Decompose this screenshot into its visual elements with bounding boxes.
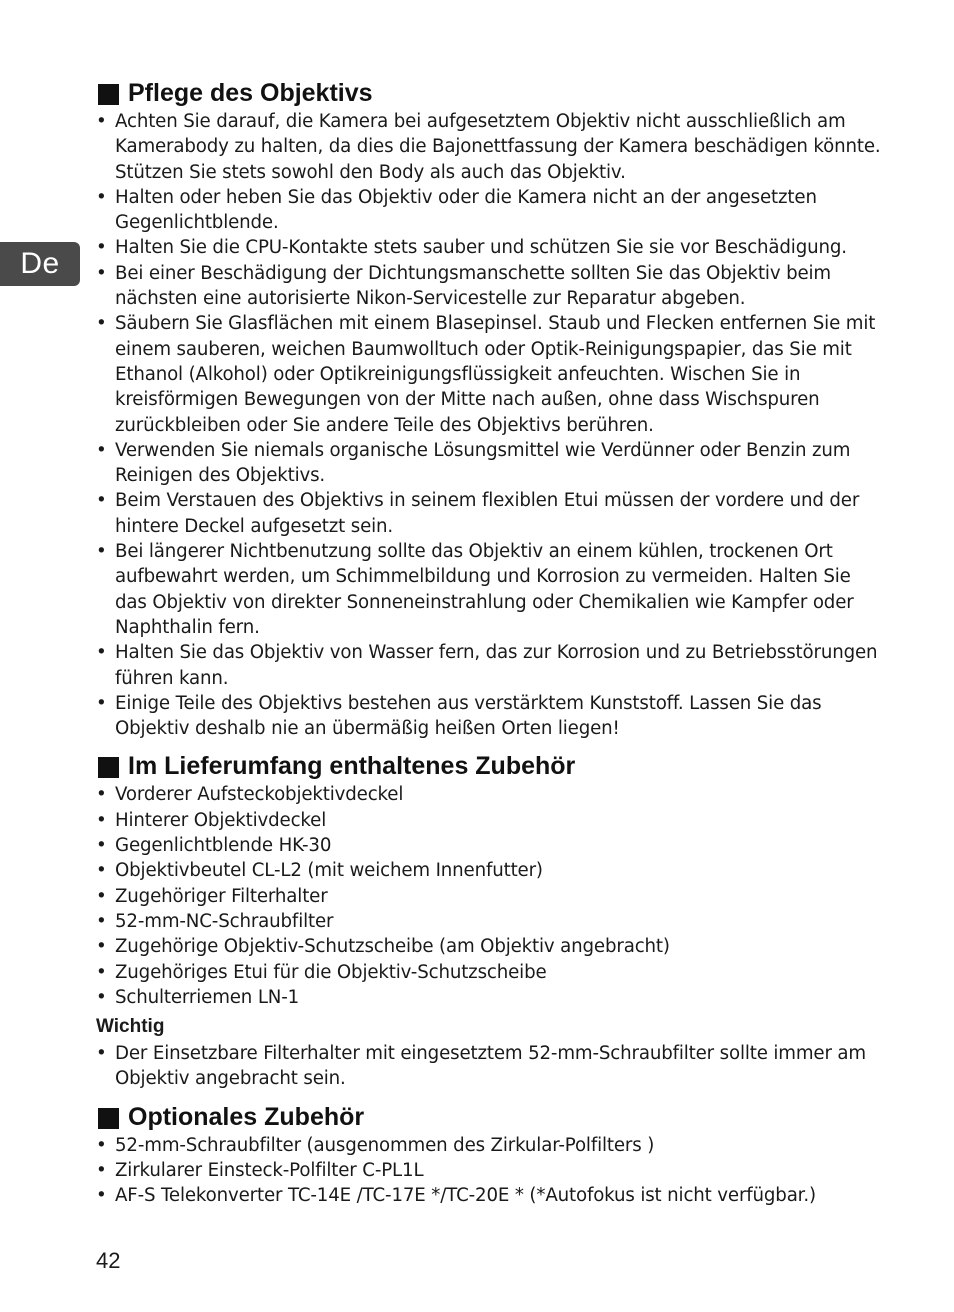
page-content [96,77,886,1209]
lens-care-list [96,109,886,741]
square-bullet-icon [98,1108,119,1129]
list-item: • Säubern Sie Glasflächen mit einem Blasepinsel. Staub und Flecken entfernen Sie mit einem sauberen, weichen Baumwolltuch oder Optik-Reinigungspapier, das Sie mit Ethanol (Alkohol) oder Optikreinigungsflüssigkeit anfeuchten. Wischen Sie in kreisförmigen Bewegungen von der Mitte nach außen, ohne dass Wischspuren zurückbleiben oder Sie andere Teile des Objektivs berühren. [96,311,886,437]
page-number: 42 [96,1248,121,1273]
supplied-accessories-list [96,782,886,1010]
section-title-lens-care [96,77,886,109]
list-item: • Achten Sie darauf, die Kamera bei aufgesetztem Objektiv nicht ausschließlich am Kamerabody zu halten, da dies die Bajonettfassung der Kamera beschädigen könnte. Stützen Sie stets sowohl den Body als auch das Objektiv. [96,109,886,185]
section-title-text: Im Lieferumfang enthaltenes Zubehör [128,752,576,781]
important-note-list [96,1041,886,1092]
section-title-optional-accessories [96,1101,886,1133]
list-item: • 52-mm-NC-Schraubfilter [96,909,886,934]
list-item: • Zugehörige Objektiv-Schutzscheibe (am Objektiv angebracht) [96,934,886,959]
list-item: • Beim Verstauen des Objektivs in seinem flexiblen Etui müssen der vordere und der hintere Deckel aufgesetzt sein. [96,488,886,539]
section-title-text: Optionales Zubehör [128,1102,365,1131]
list-item: • Halten Sie die CPU-Kontakte stets sauber und schützen Sie sie vor Beschädigung. [96,235,886,260]
list-item: • 52-mm-Schraubfilter (ausgenommen des Zirkular-Polfilters ) [96,1133,886,1158]
square-bullet-icon [98,757,119,778]
list-item: • Zirkularer Einsteck-Polfilter C-PL1L [96,1158,886,1183]
list-item: • Hinterer Objektivdeckel [96,808,886,833]
list-item: • AF-S Telekonverter TC-14E /TC-17E */TC-20E * (*Autofokus ist nicht verfügbar.) [96,1183,886,1208]
list-item: • Vorderer Aufsteckobjektivdeckel [96,782,886,807]
section-title-supplied-accessories [96,750,886,782]
list-item: • Objektivbeutel CL-L2 (mit weichem Innenfutter) [96,858,886,883]
optional-accessories-list [96,1133,886,1209]
section-title-text: Pflege des Objektivs [128,79,373,107]
list-item: • Zugehöriges Etui für die Objektiv-Schutzscheibe [96,960,886,985]
list-item: • Bei längerer Nichtbenutzung sollte das Objektiv an einem kühlen, trockenen Ort aufbewahrt werden, um Schimmelbildung und Korrosion zu vermeiden. Halten Sie das Objektiv von direkter Sonneneinstrahlung oder Chemikalien wie Kampfer oder Naphthalin fern. [96,539,886,640]
list-item: • Halten Sie das Objektiv von Wasser fern, das zur Korrosion und zu Betriebsstörungen führen kann. [96,640,886,691]
list-item: • Bei einer Beschädigung der Dichtungsmanschette sollten Sie das Objektiv beim nächsten eine autorisierte Nikon-Servicestelle zur Reparatur abgeben. [96,261,886,312]
list-item: • Einige Teile des Objektivs bestehen aus verstärktem Kunststoff. Lassen Sie das Objektiv deshalb nie an übermäßig heißen Orten liegen! [96,691,886,742]
square-bullet-icon [98,84,119,105]
language-tab: De [0,242,80,286]
list-item: • Der Einsetzbare Filterhalter mit eingesetztem 52-mm-Schraubfilter sollte immer am Objektiv angebracht sein. [96,1041,886,1092]
list-item: • Halten oder heben Sie das Objektiv oder die Kamera nicht an der angesetzten Gegenlichtblende. [96,185,886,236]
list-item: • Gegenlichtblende HK-30 [96,833,886,858]
list-item: • Schulterriemen LN-1 [96,985,886,1010]
list-item: • Verwenden Sie niemals organische Lösungsmittel wie Verdünner oder Benzin zum Reinigen des Objektivs. [96,438,886,489]
list-item: • Zugehöriger Filterhalter [96,884,886,909]
important-note-heading: Wichtig [96,1016,165,1038]
